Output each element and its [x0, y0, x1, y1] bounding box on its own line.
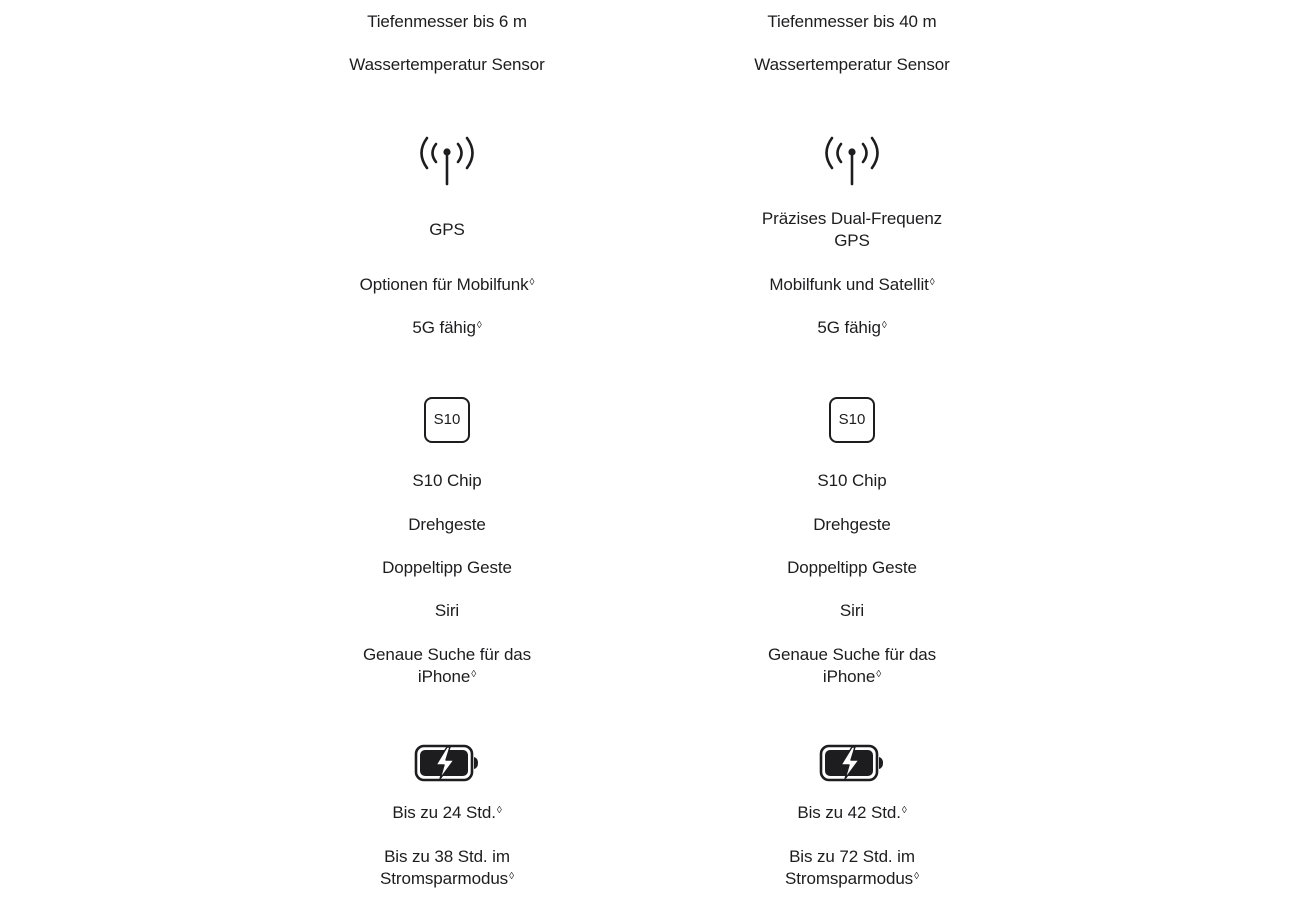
mobile-spec: Mobilfunk und Satellit◊ [769, 275, 935, 294]
chip-icon-label: S10 [829, 397, 875, 443]
5g-spec: 5G fähig◊ [412, 318, 482, 337]
battery-charging-icon [732, 744, 972, 787]
double-tap-spec: Doppeltipp Geste [382, 558, 512, 577]
gps-spec: Präzises Dual-Frequenz GPS [761, 209, 943, 250]
battery-spec: Bis zu 24 Std.◊ [392, 803, 502, 822]
compare-column-left [327, 0, 567, 900]
gps-spec: GPS [429, 220, 465, 239]
siri-spec: Siri [839, 601, 865, 620]
mobile-spec: Optionen für Mobilfunk◊ [359, 275, 535, 294]
find-iphone-spec: Genaue Suche für das iPhone◊ [362, 645, 532, 686]
battery-spec: Bis zu 42 Std.◊ [797, 803, 907, 822]
chip-icon [327, 397, 567, 443]
battery-charging-icon [327, 744, 567, 787]
cellular-antenna-icon [327, 132, 567, 193]
crown-gesture-spec: Drehgeste [813, 515, 891, 534]
water-temp-spec: Wassertemperatur Sensor [754, 55, 950, 74]
battery-lowpower-spec: Bis zu 38 Std. im Stromsparmodus◊ [380, 847, 514, 888]
battery-lowpower-spec: Bis zu 72 Std. im Stromsparmodus◊ [785, 847, 919, 888]
double-tap-spec: Doppeltipp Geste [787, 558, 917, 577]
chip-icon [732, 397, 972, 443]
depth-gauge-spec: Tiefenmesser bis 40 m [767, 12, 937, 31]
crown-gesture-spec: Drehgeste [408, 515, 486, 534]
find-iphone-spec: Genaue Suche für das iPhone◊ [767, 645, 937, 686]
chip-spec: S10 Chip [817, 471, 887, 490]
cellular-antenna-icon [732, 132, 972, 193]
chip-icon-label: S10 [424, 397, 470, 443]
compare-column-right [732, 0, 972, 900]
5g-spec: 5G fähig◊ [817, 318, 887, 337]
chip-spec: S10 Chip [412, 471, 482, 490]
siri-spec: Siri [434, 601, 460, 620]
water-temp-spec: Wassertemperatur Sensor [349, 55, 545, 74]
depth-gauge-spec: Tiefenmesser bis 6 m [367, 12, 527, 31]
